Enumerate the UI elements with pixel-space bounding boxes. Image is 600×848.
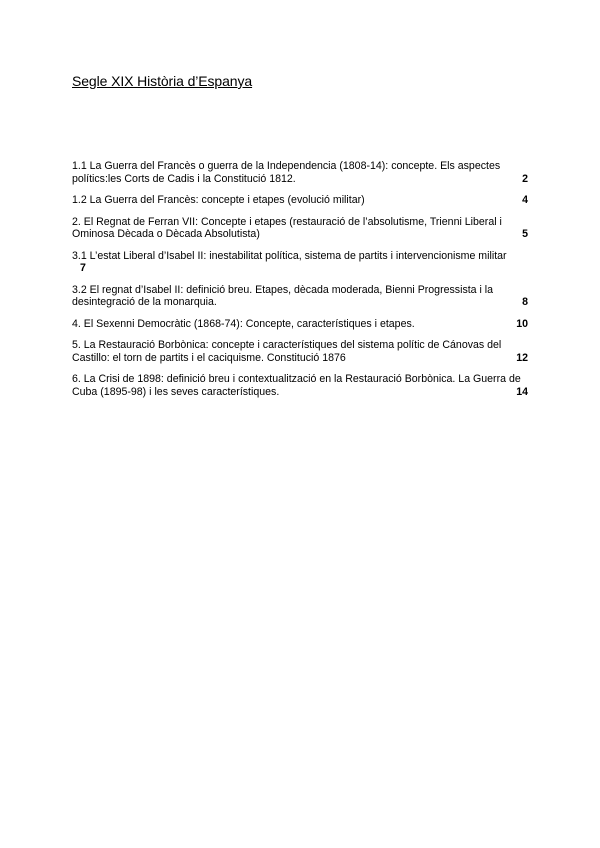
toc-entry-text: 3.1 L’estat Liberal d’Isabel II: inestabilitat política, sistema de partits i intervencionisme militar (72, 249, 507, 262)
toc-entry-text: 1.2 La Guerra del Francès: concepte i etapes (evolució militar) (72, 194, 365, 206)
toc-entry-page-number: 14 (516, 385, 528, 398)
toc-entry-text: 3.2 El regnat d’Isabel II: definició breu. Etapes, dècada moderada, Bienni Progressista i la desintegració de la monarquia. (72, 283, 494, 308)
toc-entry-1-1[interactable] (72, 160, 528, 185)
toc-entry-1-2[interactable] (72, 194, 528, 207)
toc-entry-3-2[interactable] (72, 284, 528, 309)
toc-entry-text: 2. El Regnat de Ferran VII: Concepte i etapes (restauració de l’absolutisme, Trienni Liberal i Ominosa Dècada o Dècada Absolutista) (72, 215, 502, 240)
toc-entry-5[interactable] (72, 339, 528, 364)
toc-entry-page-number: 7 (80, 262, 86, 274)
toc-entry-page-number: 2 (522, 172, 528, 185)
toc-entry-2[interactable] (72, 216, 528, 241)
toc-entry-page-number: 10 (516, 317, 528, 330)
toc-entry-page-number: 5 (522, 228, 528, 240)
toc-entry-page-number: 8 (522, 296, 528, 308)
toc-entry-text: 1.1 La Guerra del Francès o guerra de la Independencia (1808-14): concepte. Els aspectes polítics:les Corts de Cadis i la Constitució 1812. (72, 160, 501, 185)
toc-entry-page-number: 4 (522, 194, 528, 206)
toc-entry-4[interactable] (72, 318, 528, 331)
page-title: Segle XIX Història d’Espanya (72, 73, 253, 89)
table-of-contents (72, 160, 528, 407)
toc-entry-3-1[interactable] (72, 250, 528, 275)
toc-entry-text: 5. La Restauració Borbònica: concepte i característiques del sistema polític de Cánovas del Castillo: el torn de partits i el caciquisme. Constitució 1876 (72, 339, 502, 364)
toc-entry-text: 6. La Crisi de 1898: definició breu i contextualització en la Restauració Borbònica. La Guerra de Cuba (1895-98) i les seves característiques. (72, 373, 521, 398)
toc-entry-page-number: 12 (516, 351, 528, 364)
toc-entry-text: 4. El Sexenni Democràtic (1868-74): Concepte, característiques i etapes. (72, 317, 415, 330)
toc-entry-6[interactable] (72, 373, 528, 398)
